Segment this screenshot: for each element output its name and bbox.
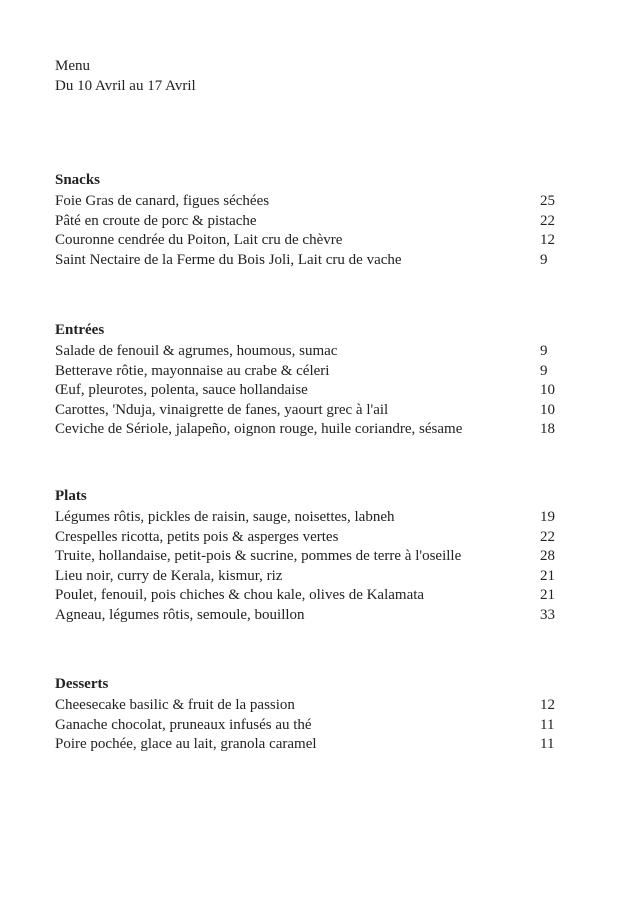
item-name: Légumes rôtis, pickles de raisin, sauge, noisettes, labneh [55, 509, 395, 525]
item-price: 28 [540, 548, 555, 565]
item-price: 10 [540, 401, 555, 418]
menu-item [55, 401, 575, 421]
item-name: Carottes, 'Nduja, vinaigrette de fanes, yaourt grec à l'ail [55, 401, 389, 418]
item-price: 33 [540, 606, 555, 623]
menu-item [55, 606, 575, 626]
menu-item [55, 567, 575, 587]
section-title: Snacks [55, 172, 101, 188]
item-price: 21 [540, 587, 555, 604]
menu-title: Menu [55, 58, 90, 74]
item-name: Foie Gras de canard, figues séchées [55, 193, 270, 209]
item-name: Pâté en croute de porc & pistache [55, 212, 257, 229]
menu-item [55, 192, 575, 212]
item-price: 9 [540, 362, 548, 379]
item-name: Cheesecake basilic & fruit de la passion [55, 697, 295, 713]
menu-item [55, 231, 575, 251]
menu-item [55, 381, 575, 401]
menu-item [55, 362, 575, 382]
item-name: Crespelles ricotta, petits pois & asperges vertes [55, 528, 339, 545]
section-entrees [55, 320, 575, 440]
section-snacks [55, 170, 575, 270]
item-name: Ganache chocolat, pruneaux infusés au thé [55, 716, 312, 733]
item-price: 22 [540, 528, 555, 545]
section-plats [55, 486, 575, 626]
item-price: 12 [540, 232, 555, 249]
item-name: Œuf, pleurotes, polenta, sauce hollandaise [55, 382, 308, 399]
item-price: 22 [540, 212, 555, 229]
menu-item [55, 420, 575, 440]
item-name: Lieu noir, curry de Kerala, kismur, riz [55, 567, 283, 584]
section-title: Plats [55, 488, 87, 504]
item-price: 18 [540, 421, 555, 438]
item-price: 11 [540, 736, 555, 753]
menu-dates: Du 10 Avril au 17 Avril [55, 78, 196, 94]
item-name: Saint Nectaire de la Ferme du Bois Joli, Lait cru de vache [55, 251, 402, 268]
section-desserts [55, 674, 575, 755]
menu-item [55, 528, 575, 548]
item-name: Betterave rôtie, mayonnaise au crabe & céleri [55, 362, 330, 379]
menu-header [55, 56, 196, 96]
menu-item [55, 212, 575, 232]
menu-item [55, 342, 575, 362]
item-price: 11 [540, 716, 555, 733]
item-price: 9 [540, 343, 548, 359]
item-price: 12 [540, 697, 555, 713]
item-price: 25 [540, 193, 555, 209]
item-name: Salade de fenouil & agrumes, houmous, sumac [55, 343, 338, 359]
item-name: Couronne cendrée du Poiton, Lait cru de chèvre [55, 232, 343, 249]
item-name: Poulet, fenouil, pois chiches & chou kale, olives de Kalamata [55, 587, 425, 604]
section-title: Entrées [55, 322, 105, 338]
item-name: Agneau, légumes rôtis, semoule, bouillon [55, 606, 305, 623]
item-name: Ceviche de Sériole, jalapeño, oignon rouge, huile coriandre, sésame [55, 421, 463, 438]
item-price: 21 [540, 567, 555, 584]
item-name: Truite, hollandaise, petit-pois & sucrine, pommes de terre à l'oseille [55, 548, 462, 565]
menu-item [55, 735, 575, 755]
section-title: Desserts [55, 676, 109, 692]
menu-item [55, 547, 575, 567]
menu-item [55, 508, 575, 528]
item-price: 19 [540, 509, 555, 525]
menu-item [55, 696, 575, 716]
item-price: 9 [540, 251, 548, 268]
item-name: Poire pochée, glace au lait, granola caramel [55, 736, 317, 753]
menu-item [55, 716, 575, 736]
item-price: 10 [540, 382, 555, 399]
menu-item [55, 586, 575, 606]
menu-item [55, 251, 575, 271]
